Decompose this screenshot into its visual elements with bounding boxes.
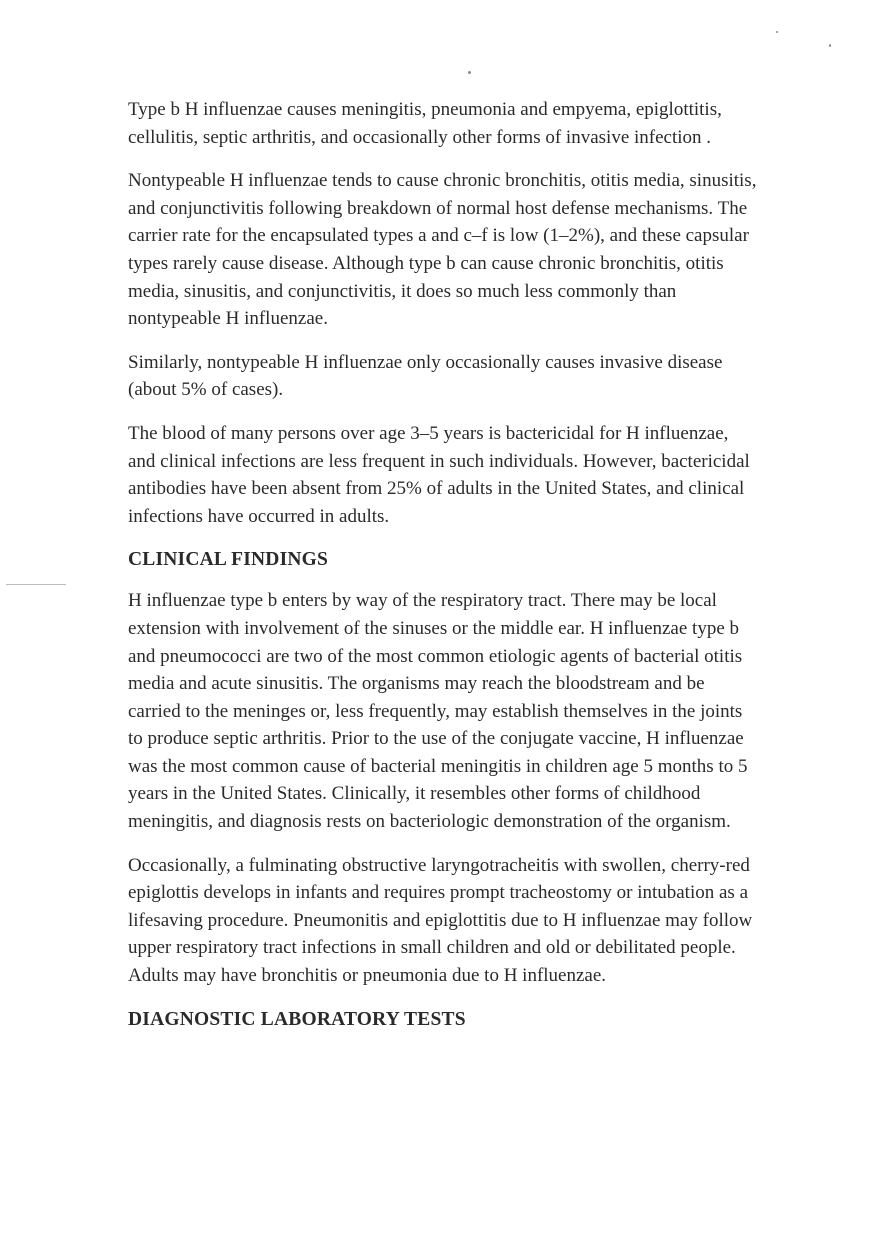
document-body bbox=[128, 96, 758, 1047]
scan-speck bbox=[468, 71, 471, 74]
paragraph-invasive-disease: Similarly, nontypeable H influenzae only occasionally causes invasive disease (about 5% of cases). bbox=[128, 351, 723, 401]
paragraph-nontypeable: Nontypeable H influenzae tends to cause chronic bronchitis, otitis media, sinusitis, and conjunctivitis following breakdown of normal host defense mechanisms. The carrier rate for the encapsulated types a and c–f is low (1–2%), and these capsular types rarely cause disease. Although type b can cause chronic bronchitis, otitis media, sinusitis, and conjunctivitis, it does so much less commonly than nontypeable H influenzae. bbox=[128, 170, 757, 330]
scan-margin-mark bbox=[6, 584, 66, 585]
scan-speck bbox=[776, 31, 778, 33]
paragraph-clinical-entry: H influenzae type b enters by way of the respiratory tract. There may be local extension with involvement of the sinuses or the middle ear. H influenzae type b and pneumococci are two of the most common etiologic agents of bacterial otitis media and acute sinusitis. The organisms may reach the bloodstream and be carried to the meninges or, less frequently, may establish themselves in the joints to produce septic arthritis. Prior to the use of the conjugate vaccine, H influenzae was the most common cause of bacterial meningitis in children age 5 months to 5 years in the United States. Clinically, it resembles other forms of childhood meningitis, and diagnosis rests on bacteriologic demonstration of the organism. bbox=[128, 590, 748, 833]
paragraph-type-b-diseases: Type b H influenzae causes meningitis, pneumonia and empyema, epiglottitis, cellulitis, septic arthritis, and occasionally other forms of invasive infection . bbox=[128, 99, 722, 148]
scan-speck bbox=[829, 44, 831, 47]
paragraph-laryngotracheitis: Occasionally, a fulminating obstructive laryngotracheitis with swollen, cherry-red epiglottis develops in infants and requires prompt tracheostomy or intubation as a lifesaving procedure. Pneumonitis and epiglottitis due to H influenzae may follow upper respiratory tract infections in small children and old or debilitated people. Adults may have bronchitis or pneumonia due to H influenzae. bbox=[128, 854, 753, 987]
section-heading-clinical-findings: CLINICAL FINDINGS bbox=[128, 549, 329, 571]
paragraph-bactericidal-blood: The blood of many persons over age 3–5 years is bactericidal for H influenzae, and clinical infections are less frequent in such individuals. However, bactericidal antibodies have been absent from 25% of adults in the United States, and clinical infections have occurred in adults. bbox=[128, 422, 750, 527]
section-heading-diagnostic-tests: DIAGNOSTIC LABORATORY TESTS bbox=[128, 1008, 466, 1030]
